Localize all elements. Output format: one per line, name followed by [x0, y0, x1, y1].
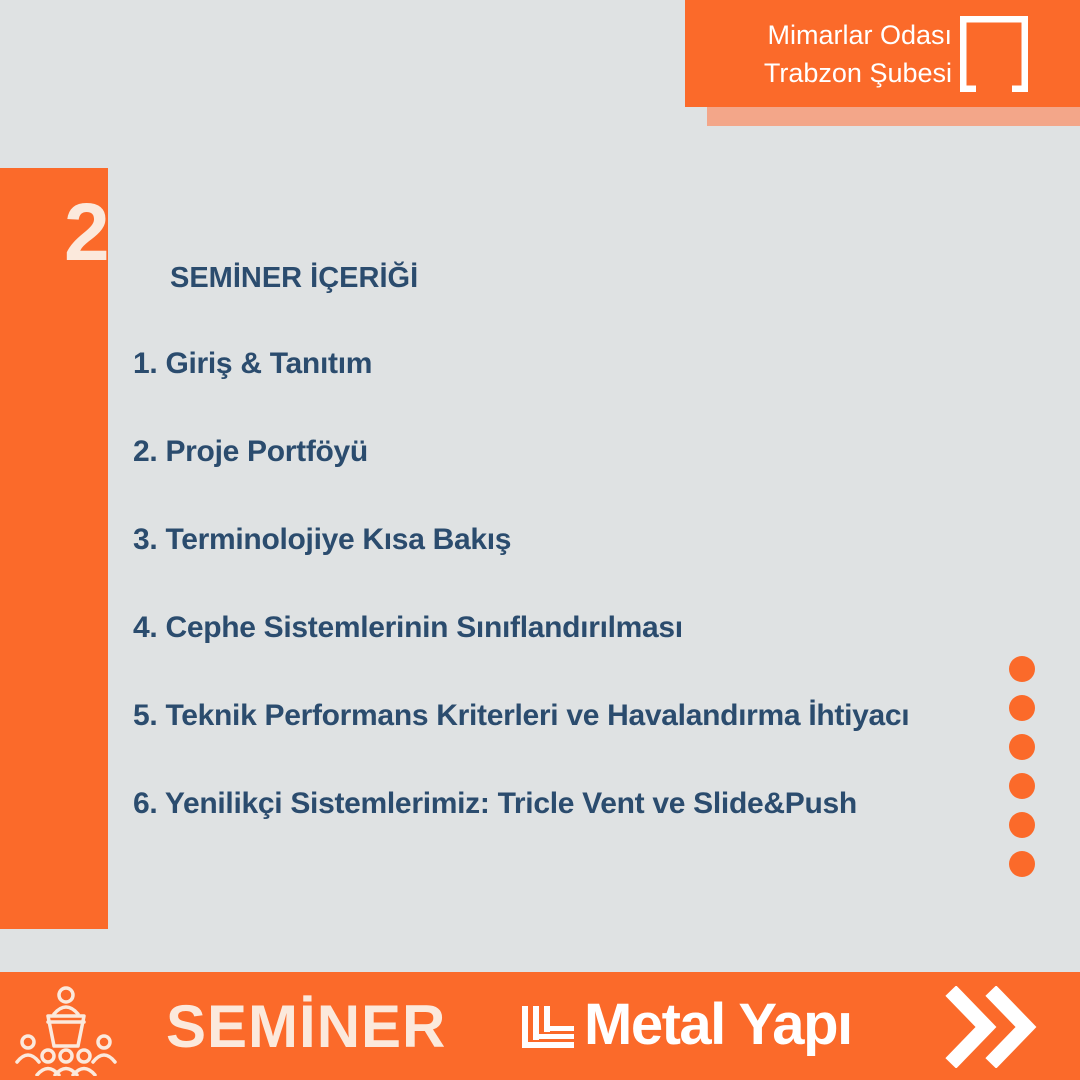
- presentation-audience-icon: [14, 984, 118, 1076]
- list-item: 5. Teknik Performans Kriterleri ve Havalandırma İhtiyacı: [133, 699, 910, 732]
- list-item: 4. Cephe Sistemlerinin Sınıflandırılması: [133, 611, 683, 644]
- dot: [1009, 734, 1035, 760]
- decorative-dots: [1009, 656, 1035, 890]
- slide-heading: SEMİNER İÇERİĞİ: [170, 262, 419, 294]
- list-item: 2. Proje Portföyü: [133, 435, 368, 468]
- org-name-line1: Mimarlar Odası: [767, 20, 952, 50]
- seminar-content-list: [133, 340, 909, 868]
- dot: [1009, 851, 1035, 877]
- org-name: [764, 16, 952, 92]
- bracket-logo-icon: [960, 16, 1028, 92]
- footer-bar: [0, 972, 1080, 1080]
- seminar-label: SEMİNER: [166, 993, 447, 1060]
- org-badge: [685, 0, 1080, 107]
- dot: [1009, 695, 1035, 721]
- side-accent-bar: [0, 168, 108, 929]
- brand-name: Metal Yapı: [584, 992, 852, 1057]
- list-item: 1. Giriş & Tanıtım: [133, 347, 373, 380]
- dot: [1009, 656, 1035, 682]
- dot: [1009, 812, 1035, 838]
- org-name-line2: Trabzon Şubesi: [763, 58, 952, 88]
- double-chevron-right-icon[interactable]: [944, 986, 1040, 1068]
- slide-number: 2: [64, 187, 110, 278]
- list-item: 6. Yenilikçi Sistemlerimiz: Tricle Vent ve Slide&Push: [133, 787, 857, 820]
- dot: [1009, 773, 1035, 799]
- list-item: 3. Terminolojiye Kısa Bakış: [133, 523, 512, 556]
- metal-yapi-logo-icon: [522, 1004, 574, 1050]
